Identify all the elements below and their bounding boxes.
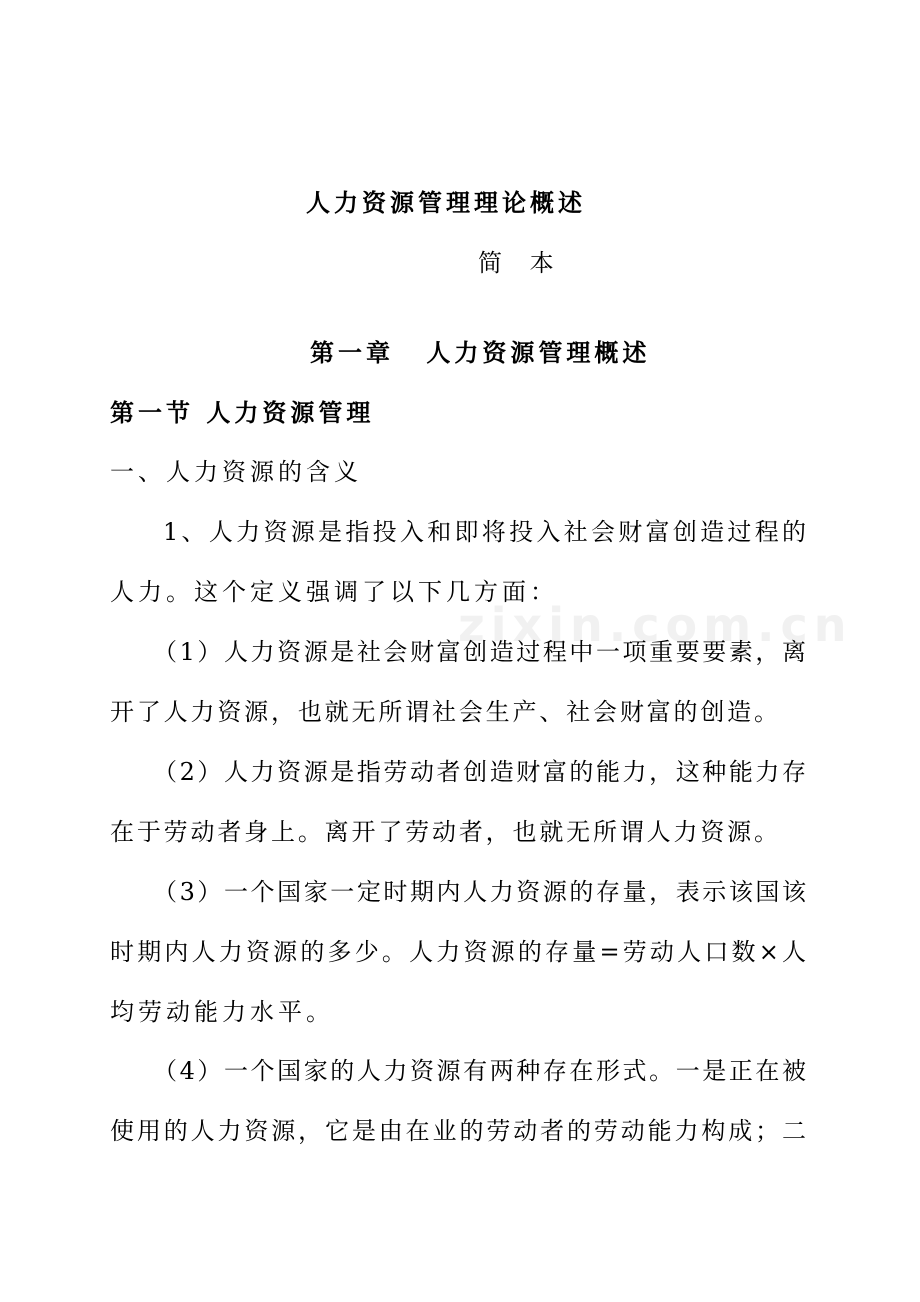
point-2-line-2: 在于劳动者身上。离开了劳动者，也就无所谓人力资源。 xyxy=(110,818,778,846)
point-1-line-2: 开了人力资源，也就无所谓社会生产、社会财富的创造。 xyxy=(110,698,778,726)
paragraph-1-line-2: 人力。这个定义强调了以下几方面： xyxy=(110,578,558,606)
subsection-heading: 一、人力资源的含义 xyxy=(110,458,362,486)
point-4-line-2: 使用的人力资源，它是由在业的劳动者的劳动能力构成；二 xyxy=(110,1117,806,1145)
section-heading: 第一节 人力资源管理 xyxy=(110,399,375,427)
point-4-line-1: （4）一个国家的人力资源有两种存在形式。一是正在被 xyxy=(153,1057,806,1085)
paragraph-1-line-1: 1、人力资源是指投入和即将投入社会财富创造过程的 xyxy=(163,518,806,546)
point-2-line-1: （2）人力资源是指劳动者创造财富的能力，这种能力存 xyxy=(153,758,806,786)
watermark: zixin.com.cn xyxy=(458,598,853,652)
chapter-heading: 第一章 人力资源管理概述 xyxy=(310,339,651,367)
point-1-line-1: （1）人力资源是社会财富创造过程中一项重要要素，离 xyxy=(153,638,806,666)
document-subtitle: 简 本 xyxy=(478,249,564,277)
point-3-line-1: （3）一个国家一定时期内人力资源的存量，表示该国该 xyxy=(153,878,806,906)
document-title: 人力资源管理理论概述 xyxy=(306,189,586,217)
point-3-line-2: 时期内人力资源的多少。人力资源的存量=劳动人口数×人 xyxy=(110,938,806,966)
point-3-line-3: 均劳动能力水平。 xyxy=(110,998,334,1026)
